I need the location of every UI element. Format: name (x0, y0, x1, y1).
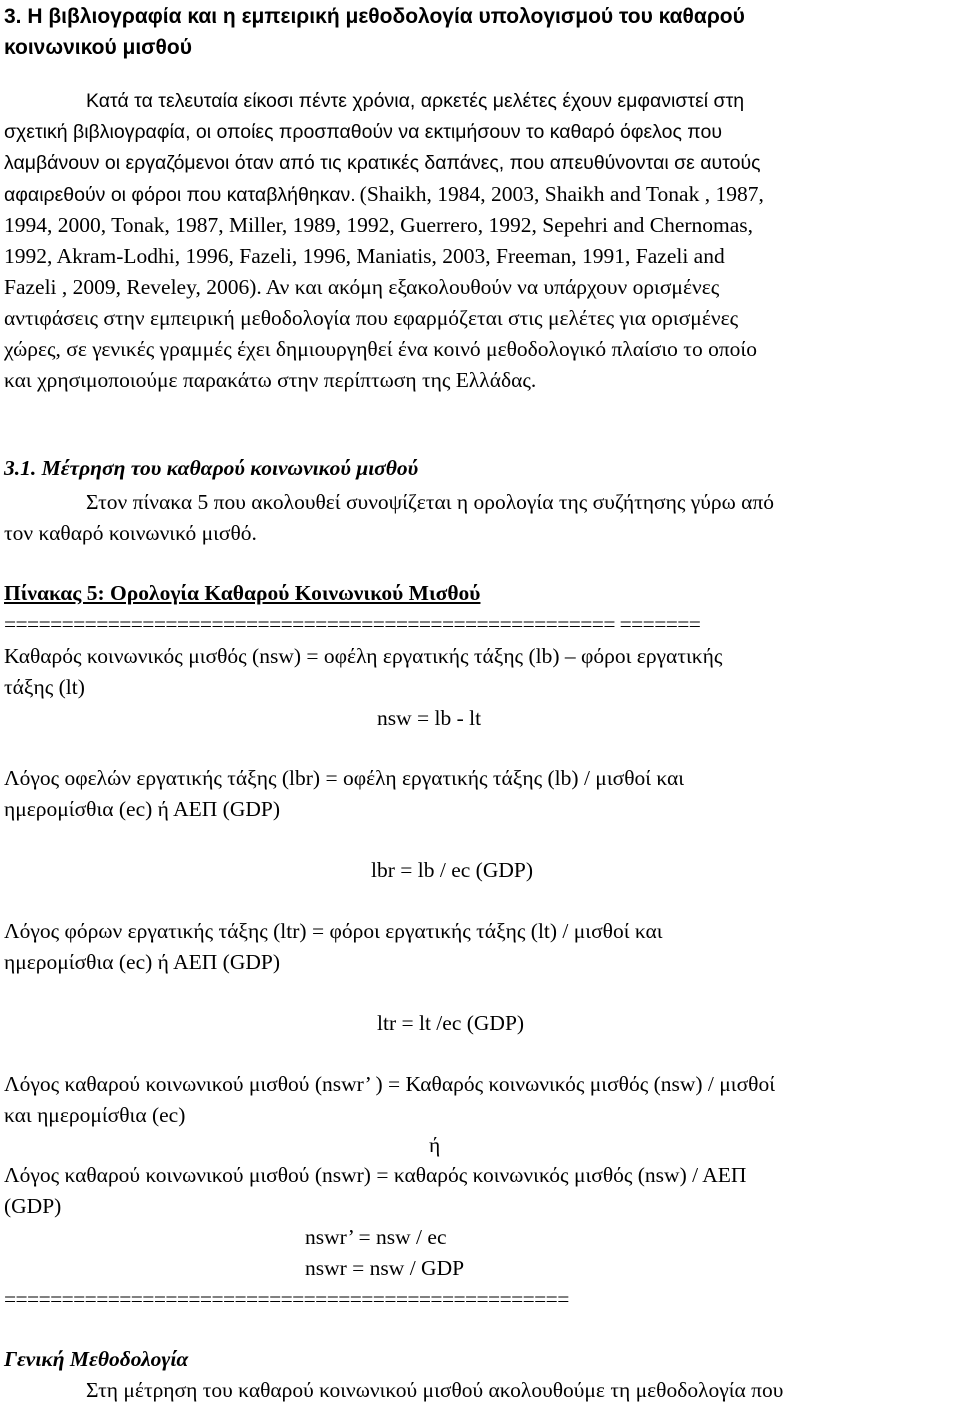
intro-line-5: 1994, 2000, Tonak, 1987, Miller, 1989, 1992, Guerrero, 1992, Sepehri and Chernomas, (4, 213, 754, 237)
section-heading-line-1: 3. Η βιβλιογραφία και η εμπειρική μεθοδολογία υπολογισμού του καθαρού (4, 5, 745, 28)
intro-line-2: σχετική βιβλιογραφία, οι οποίες προσπαθούν να εκτιμήσουν το καθαρό όφελος που (4, 121, 722, 143)
general-methodology-line-1: Στη μέτρηση του καθαρού κοινωνικού μισθού ακολουθούμε τη μεθοδολογία που (86, 1378, 784, 1402)
lbr-definition-line-1: Λόγος οφελών εργατικής τάξης (lbr) = οφέλη εργατικής τάξης (lb) / μισθοί και (4, 766, 685, 790)
general-methodology-title: Γενική Μεθοδολογία (4, 1347, 189, 1371)
nsw-definition-line-2: τάξης (lt) (4, 675, 85, 699)
nswr-alt-definition-line-1: Λόγος καθαρού κοινωνικού μισθού (nswr) = καθαρός κοινωνικός μισθός (nsw) / ΑΕΠ (4, 1163, 747, 1187)
intro-line-7-citations: Fazeli , 2009, Reveley, 2006). (4, 275, 262, 299)
nsw-formula: nsw = lb - lt (377, 706, 482, 730)
nsw-definition-line-1: Καθαρός κοινωνικός μισθός (nsw) = οφέλη εργατικής τάξης (lb) – φόροι εργατικής (4, 644, 723, 668)
table-rule-bottom: ================================================= (4, 1287, 569, 1311)
intro-line-4 (4, 184, 764, 206)
intro-line-6: 1992, Akram-Lodhi, 1996, Fazeli, 1996, Maniatis, 2003, Freeman, 1991, Fazeli and (4, 244, 725, 268)
intro-line-7-text: Αν και ακόμη εξακολουθούν να υπάρχουν ορισμένες (265, 275, 720, 299)
ltr-definition-line-2: ημερομίσθια (ec) ή ΑΕΠ (GDP) (4, 950, 281, 974)
section-heading-line-2: κοινωνικού μισθού (4, 36, 192, 59)
table-title: Πίνακας 5: Ορολογία Καθαρού Κοινωνικού Μισθού (4, 581, 481, 605)
or-word: ή (429, 1133, 441, 1157)
intro-line-7 (4, 277, 719, 299)
table-rule-top: ===================================================== ======= (4, 612, 701, 636)
nswr-formula-1: nswr’ = nsw / ec (305, 1225, 447, 1249)
nswr-definition-line-1: Λόγος καθαρού κοινωνικού μισθού (nswr’ ) = Καθαρός κοινωνικός μισθός (nsw) / μισθοί (4, 1072, 776, 1096)
subsection-line-2: τον καθαρό κοινωνικό μισθό. (4, 521, 257, 545)
intro-line-4-citations: (Shaikh, 1984, 2003, Shaikh and Tonak , 1987, (359, 182, 764, 206)
lbr-formula: lbr = lb / ec (GDP) (371, 858, 533, 882)
ltr-formula: ltr = lt /ec (GDP) (377, 1011, 525, 1035)
intro-line-1: Κατά τα τελευταία είκοσι πέντε χρόνια, αρκετές μελέτες έχουν εμφανιστεί στη (86, 90, 745, 112)
nswr-alt-definition-line-2: (GDP) (4, 1194, 62, 1218)
nswr-formula-2: nswr = nsw / GDP (305, 1256, 465, 1280)
lbr-definition-line-2: ημερομίσθια (ec) ή ΑΕΠ (GDP) (4, 797, 281, 821)
intro-line-4-greek: αφαιρεθούν οι φόροι που καταβλήθηκαν. (4, 184, 356, 206)
nswr-definition-line-2: και ημερομίσθια (ec) (4, 1103, 186, 1127)
intro-line-8: αντιφάσεις στην εμπειρική μεθοδολογία που εφαρμόζεται στις μελέτες για ορισμένες (4, 306, 739, 330)
intro-line-10: και χρησιμοποιούμε παρακάτω στην περίπτωση της Ελλάδας. (4, 368, 537, 392)
intro-line-3: λαμβάνουν οι εργαζόμενοι όταν από τις κρατικές δαπάνες, που απευθύνονται σε αυτούς (4, 152, 761, 174)
subsection-title: 3.1. Μέτρηση του καθαρού κοινωνικού μισθού (4, 456, 419, 480)
ltr-definition-line-1: Λόγος φόρων εργατικής τάξης (ltr) = φόροι εργατικής τάξης (lt) / μισθοί και (4, 919, 663, 943)
intro-line-9: χώρες, σε γενικές γραμμές έχει δημιουργηθεί ένα κοινό μεθοδολογικό πλαίσιο το οποίο (4, 337, 757, 361)
subsection-line-1: Στον πίνακα 5 που ακολουθεί συνοψίζεται η ορολογία της συζήτησης γύρω από (86, 490, 775, 514)
